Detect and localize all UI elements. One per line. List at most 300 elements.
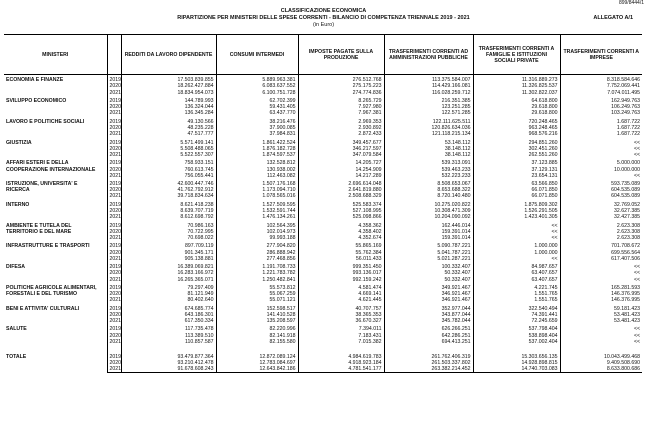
value-cell: 694.413.251 — [384, 339, 473, 345]
year-cell: 2020 — [107, 333, 121, 339]
value-cell: 36.670.327 — [298, 318, 384, 324]
table-row — [4, 241, 642, 249]
value-cell: 70.986.163 — [121, 220, 216, 228]
value-cell: << — [473, 229, 560, 235]
year-cell: 2020 — [107, 167, 121, 173]
value-cell: 62.702.399 — [216, 96, 298, 104]
table-row — [4, 117, 642, 125]
value-cell: 117.735.478 — [121, 324, 216, 332]
value-cell: 643.186.301 — [121, 312, 216, 318]
value-cell: 136.324.044 — [121, 104, 216, 110]
value-cell: 122.111.625.511 — [384, 117, 473, 125]
year-cell: 2019 — [107, 345, 121, 360]
column-header: IMPOSTE PAGATE SULLA PRODUZIONE — [298, 35, 384, 75]
year-cell: 2019 — [107, 241, 121, 249]
year-cell: 2019 — [107, 262, 121, 270]
value-cell: 1.423.401.305 — [473, 214, 560, 220]
value-cell: 1.000.000 — [473, 250, 560, 256]
value-cell: 70.722.995 — [121, 229, 216, 235]
value-cell: 114.429.166.081 — [384, 83, 473, 89]
value-cell: 1.507.176.168 — [216, 179, 298, 187]
value-cell: 100.332.407 — [384, 262, 473, 270]
value-cell: 16.283.166.972 — [121, 270, 216, 276]
ministry-name: DIFESA — [6, 264, 26, 271]
value-cell: << — [633, 172, 640, 179]
value-cell: 162.949.763 — [611, 98, 640, 105]
value-cell: 42.600.447.746 — [121, 179, 216, 187]
ministry-name: SALUTE — [6, 326, 27, 333]
value-cell: 122.571.285 — [384, 110, 473, 116]
ministry-name: AFFARI ESTERI E DELLA COOPERAZIONE INTERNAZIONALE — [6, 160, 96, 173]
ministry-name: INFRASTRUTTURE E TRASPORTI — [6, 243, 90, 250]
value-cell: 1.532.591.744 — [216, 208, 298, 214]
value-cell: 6.100.751.728 — [216, 90, 298, 96]
year-cell: 2019 — [107, 283, 121, 291]
value-cell: 758.933.151 — [121, 158, 216, 166]
value-cell: 66.071.850 — [473, 187, 560, 193]
year-cell: 2021 — [107, 90, 121, 96]
value-cell: 2.696.614.048 — [298, 179, 384, 187]
value-cell: 8.633.800.686 — [560, 366, 642, 373]
value-cell: 349.457.677 — [298, 137, 384, 145]
ministry-name: ECONOMIA E FINANZE — [6, 77, 64, 84]
value-cell: 141.410.528 — [216, 312, 298, 318]
value-cell: 10.043.499.468 — [603, 353, 640, 360]
value-cell: 14.928.898.815 — [473, 360, 560, 366]
value-cell: 4.358.362 — [298, 220, 384, 228]
year-cell: 2021 — [107, 277, 121, 283]
value-cell: 352.977.044 — [384, 303, 473, 311]
year-cell: 2020 — [107, 187, 121, 193]
value-cell: 14.740.703.083 — [473, 366, 560, 373]
value-cell: 18.262.427.884 — [121, 83, 216, 89]
value-cell: 144.789.993 — [121, 96, 216, 104]
value-cell: 346.921.467 — [384, 291, 473, 297]
year-cell: 2021 — [107, 366, 121, 373]
value-cell: 53.148.112 — [384, 137, 473, 145]
value-cell: 8.621.418.238 — [121, 200, 216, 208]
value-cell: 963.248.465 — [473, 125, 560, 131]
value-cell: << — [633, 338, 640, 345]
year-cell: 2019 — [107, 96, 121, 104]
value-cell: 10.308.471.309 — [384, 208, 473, 214]
value-cell: 8.639.707.719 — [121, 208, 216, 214]
value-cell: 294.851.260 — [473, 137, 560, 145]
value-cell: 23.654.131 — [473, 173, 560, 179]
value-cell: 18.834.954.073 — [121, 90, 216, 96]
value-cell: 604.535.089 — [611, 187, 640, 194]
value-cell: 7.927.980 — [298, 104, 384, 110]
value-cell: 112.463.082 — [216, 173, 298, 179]
value-cell: 532.223.233 — [384, 173, 473, 179]
value-cell: 48.235.228 — [121, 125, 216, 131]
value-cell: 2.508.688.329 — [298, 193, 384, 199]
year-cell: 2019 — [107, 220, 121, 228]
value-cell: 14.254.909 — [298, 167, 384, 173]
column-header: TRASFERIMENTI CORRENTI A FAMIGLIE E ISTITUZIONI SOCIALI PRIVATE — [473, 35, 560, 75]
value-cell: 617.350.334 — [121, 318, 216, 324]
value-cell: 7.394.011 — [298, 324, 384, 332]
value-cell: 1.687.722 — [616, 131, 640, 138]
year-cell: 2020 — [107, 270, 121, 276]
value-cell: 5.889.963.381 — [216, 75, 298, 84]
value-cell: 756.055.441 — [121, 173, 216, 179]
value-cell: 82.155.580 — [216, 339, 298, 345]
value-cell: 29.618.800 — [473, 110, 560, 116]
value-cell: 216.351.385 — [384, 96, 473, 104]
year-cell: 2020 — [107, 104, 121, 110]
value-cell: 55.573.812 — [216, 283, 298, 291]
value-cell: << — [633, 332, 640, 339]
value-cell: 901.345.171 — [121, 250, 216, 256]
value-cell: << — [633, 151, 640, 158]
ministry-name: ISTRUZIONE, UNIVERSITA' E RICERCA — [6, 181, 78, 194]
value-cell: 2.623.308 — [616, 222, 640, 229]
ministry-name: GIUSTIZIA — [6, 139, 32, 146]
year-cell: 2020 — [107, 146, 121, 152]
value-cell: 760.613.745 — [121, 167, 216, 173]
value-cell: 12.643.842.186 — [216, 366, 298, 373]
year-cell: 2019 — [107, 200, 121, 208]
year-cell: 2021 — [107, 339, 121, 345]
value-cell: 9.409.508.690 — [606, 360, 640, 367]
year-cell: 2019 — [107, 75, 121, 84]
value-cell: 7.074.011.495 — [607, 89, 640, 96]
value-cell: 11.302.822.037 — [473, 90, 560, 96]
value-cell: 113.375.584.007 — [384, 75, 473, 84]
value-cell: 63.407.657 — [473, 277, 560, 283]
unit-label: (in Euro) — [312, 22, 335, 28]
column-header: TRASFERIMENTI CORRENTI AD AMMINISTRAZIONI PUBBLICHE — [384, 35, 473, 75]
value-cell: 146.376.995 — [611, 297, 640, 304]
year-cell: 2021 — [107, 235, 121, 241]
value-cell: << — [473, 256, 560, 262]
year-cell: 2019 — [107, 137, 121, 145]
value-cell: 1.874.597.537 — [216, 152, 298, 158]
value-cell: 2.969.353 — [298, 117, 384, 125]
value-cell: 5.041.787.221 — [384, 250, 473, 256]
year-cell: 2021 — [107, 318, 121, 324]
value-cell: 40.707.757 — [298, 303, 384, 311]
value-cell: 99.993.188 — [216, 235, 298, 241]
value-cell: 2.623.308 — [616, 228, 640, 235]
table-row — [4, 345, 642, 360]
table-row — [4, 75, 642, 84]
value-cell: 5.571.499.141 — [121, 137, 216, 145]
value-cell: 539.463.233 — [384, 167, 473, 173]
value-cell: << — [633, 264, 640, 271]
value-cell: 720.248.465 — [473, 117, 560, 125]
value-cell: 38.148.112 — [384, 146, 473, 152]
value-cell: 276.512.768 — [298, 75, 384, 84]
value-cell: 993.136.017 — [298, 270, 384, 276]
value-cell: 59.431.405 — [216, 104, 298, 110]
value-cell: 1.876.182.728 — [216, 146, 298, 152]
year-cell: 2021 — [107, 173, 121, 179]
value-cell: 2.872.433 — [298, 131, 384, 137]
year-cell: 2020 — [107, 312, 121, 318]
year-cell: 2020 — [107, 125, 121, 131]
value-cell: 32.427.385 — [614, 214, 640, 221]
year-cell: 2019 — [107, 117, 121, 125]
value-cell: 55.071.121 — [216, 297, 298, 303]
value-cell: 537.002.404 — [473, 339, 560, 345]
value-cell: << — [633, 326, 640, 333]
year-cell: 2021 — [107, 110, 121, 116]
value-cell: 4.621.445 — [298, 297, 384, 303]
value-cell: 1.173.094.710 — [216, 187, 298, 193]
value-cell: 4.918.923.184 — [298, 360, 384, 366]
value-cell: 81.121.949 — [121, 291, 216, 297]
value-cell: 159.391.014 — [384, 235, 473, 241]
value-cell: 274.774.836 — [298, 90, 384, 96]
value-cell: 37.900.085 — [216, 125, 298, 131]
value-cell: 55.762.384 — [298, 250, 384, 256]
value-cell: 50.332.407 — [384, 270, 473, 276]
value-cell: 38.365.353 — [298, 312, 384, 318]
value-cell: 1.527.509.595 — [216, 200, 298, 208]
value-cell: 91.678.608.243 — [121, 366, 216, 373]
value-cell: 56.011.433 — [298, 256, 384, 262]
table-row — [4, 303, 642, 311]
year-cell: 2021 — [107, 214, 121, 220]
year-cell: 2021 — [107, 256, 121, 262]
value-cell: 2.641.819.880 — [298, 187, 384, 193]
column-header: CONSUMI INTERMEDI — [216, 35, 298, 75]
year-cell: 2020 — [107, 229, 121, 235]
value-cell: 121.118.215.134 — [384, 131, 473, 137]
value-cell: 123.251.285 — [384, 104, 473, 110]
column-header — [107, 35, 121, 75]
attachment-label: ALLEGATO A/1 — [593, 15, 633, 21]
value-cell: 4.358.402 — [298, 229, 384, 235]
value-cell: 604.535.089 — [611, 193, 640, 200]
value-cell: 32.627.385 — [614, 208, 640, 215]
value-cell: 261.762.406.319 — [384, 345, 473, 360]
value-cell: 17.503.839.855 — [121, 75, 216, 84]
value-cell: 14.205.727 — [298, 158, 384, 166]
value-cell: 7.015.382 — [298, 339, 384, 345]
value-cell: << — [473, 235, 560, 241]
value-cell: 59.181.423 — [614, 305, 640, 312]
value-cell: 538.898.404 — [473, 333, 560, 339]
value-cell: 4.221.745 — [473, 283, 560, 291]
value-cell: 10.000.000 — [614, 166, 640, 173]
table-row — [4, 137, 642, 145]
value-cell: 55.067.259 — [216, 291, 298, 297]
value-cell: 37.123.885 — [473, 158, 560, 166]
value-cell: 527.108.995 — [298, 208, 384, 214]
value-cell: 8.653.688.322 — [384, 187, 473, 193]
value-cell: 1.551.765 — [473, 297, 560, 303]
value-cell: 345.782.044 — [384, 318, 473, 324]
value-cell: 999.351.450 — [298, 262, 384, 270]
year-cell: 2020 — [107, 291, 121, 297]
value-cell: 1.221.783.782 — [216, 270, 298, 276]
value-cell: 102.014.973 — [216, 229, 298, 235]
value-cell: 701.708.672 — [611, 243, 640, 250]
value-cell: 262.551.260 — [473, 152, 560, 158]
value-cell: 74.391.441 — [473, 312, 560, 318]
value-cell: 113.389.510 — [121, 333, 216, 339]
value-cell: 38.148.112 — [384, 152, 473, 158]
value-cell: 37.984.831 — [216, 131, 298, 137]
value-cell: 5.000.000 — [616, 160, 640, 167]
year-cell: 2019 — [107, 158, 121, 166]
value-cell: 1.861.422.524 — [216, 137, 298, 145]
value-cell: 4.781.541.177 — [298, 366, 384, 373]
value-cell: 53.481.423 — [614, 311, 640, 318]
value-cell: 1.875.809.302 — [473, 200, 560, 208]
classification-title: CLASSIFICAZIONE ECONOMICA — [280, 8, 367, 14]
value-cell: 47.517.777 — [121, 131, 216, 137]
value-cell: 4.352.674 — [298, 235, 384, 241]
ministry-name: TOTALE — [6, 353, 27, 360]
value-cell: 5.090.787.221 — [384, 241, 473, 249]
table-row — [4, 158, 642, 166]
value-cell: 349.921.467 — [384, 283, 473, 291]
value-cell: 277.468.856 — [216, 256, 298, 262]
value-cell: 4.581.474 — [298, 283, 384, 291]
value-cell: 11.316.889.273 — [473, 75, 560, 84]
table-row — [4, 200, 642, 208]
column-header: MINISTERI — [4, 35, 107, 75]
value-cell: 1.687.722 — [616, 118, 640, 125]
value-cell: 12.783.084.697 — [216, 360, 298, 366]
value-cell: << — [633, 139, 640, 146]
value-cell: 2.623.308 — [616, 234, 640, 241]
value-cell: 41.762.792.912 — [121, 187, 216, 193]
value-cell: 8.508.653.067 — [384, 179, 473, 187]
year-cell: 2019 — [107, 179, 121, 187]
ministry-name: LAVORO E POLITICHE SOCIALI — [6, 118, 85, 125]
value-cell: 261.503.337.802 — [384, 360, 473, 366]
value-cell: 539.313.091 — [384, 158, 473, 166]
value-cell: 674.685.774 — [121, 303, 216, 311]
value-cell: 617.407.506 — [611, 255, 640, 262]
table-row — [4, 324, 642, 332]
value-cell: << — [633, 270, 640, 277]
value-cell: 275.175.223 — [298, 83, 384, 89]
value-cell: 93.210.412.478 — [121, 360, 216, 366]
value-cell: 593.735.089 — [611, 181, 640, 188]
value-cell: 5.021.287.221 — [384, 256, 473, 262]
value-cell: 165.281.593 — [611, 284, 640, 291]
value-cell: 70.698.022 — [121, 235, 216, 241]
year-cell: 2021 — [107, 297, 121, 303]
value-cell: 346.921.467 — [384, 297, 473, 303]
table-row — [4, 262, 642, 270]
value-cell: 16.389.069.821 — [121, 262, 216, 270]
value-cell: 2.930.892 — [298, 125, 384, 131]
ministry-name: POLITICHE AGRICOLE ALIMENTARI, FORESTALI E DEL TURISMO — [6, 284, 97, 298]
value-cell: 63.407.657 — [473, 270, 560, 276]
year-cell: 2021 — [107, 152, 121, 158]
value-cell: 64.618.800 — [473, 96, 560, 104]
value-cell: 32.769.052 — [614, 201, 640, 208]
value-cell: 7.183.431 — [298, 333, 384, 339]
value-cell: 1.078.565.016 — [216, 193, 298, 199]
value-cell: 8.318.584.646 — [606, 77, 640, 84]
value-cell: 10.204.090.092 — [384, 214, 473, 220]
value-cell: 277.904.820 — [216, 241, 298, 249]
year-cell: 2020 — [107, 83, 121, 89]
value-cell: 29.618.800 — [473, 104, 560, 110]
year-cell: 2020 — [107, 208, 121, 214]
value-cell: 152.598.517 — [216, 303, 298, 311]
page-number: 899/8444/1 — [618, 0, 644, 6]
header-row — [4, 35, 642, 75]
value-cell: 82.141.918 — [216, 333, 298, 339]
column-header: REDDITI DA LAVORO DIPENDENTE — [121, 35, 216, 75]
ministry-name: BENI E ATTIVITA' CULTURALI — [6, 305, 80, 312]
value-cell: 7.752.069.441 — [606, 83, 640, 90]
value-cell: 66.071.850 — [473, 193, 560, 199]
table-row — [4, 179, 642, 187]
value-cell: 120.826.634.036 — [384, 125, 473, 131]
year-cell: 2019 — [107, 324, 121, 332]
value-cell: 8.612.698.792 — [121, 214, 216, 220]
value-cell: 135.208.597 — [216, 318, 298, 324]
value-cell: 1.526.291.505 — [473, 208, 560, 214]
year-cell: 2020 — [107, 360, 121, 366]
value-cell: 49.130.566 — [121, 117, 216, 125]
value-cell: 38.216.476 — [216, 117, 298, 125]
value-cell: 525.098.866 — [298, 214, 384, 220]
value-cell: 302.451.260 — [473, 146, 560, 152]
value-cell: 1.687.722 — [616, 124, 640, 131]
value-cell: 130.938.002 — [216, 167, 298, 173]
year-cell: 2020 — [107, 250, 121, 256]
value-cell: 106.249.763 — [611, 104, 640, 111]
value-cell: 93.479.877.364 — [121, 345, 216, 360]
value-cell: 8.265.729 — [298, 96, 384, 104]
value-cell: 992.159.242 — [298, 277, 384, 283]
value-cell: 8.720.140.480 — [384, 193, 473, 199]
value-cell: 159.391.014 — [384, 229, 473, 235]
report-header — [0, 8, 647, 29]
year-cell: 2021 — [107, 131, 121, 137]
value-cell: 63.566.850 — [473, 179, 560, 187]
value-cell: 1.250.482.841 — [216, 277, 298, 283]
value-cell: 72.245.659 — [473, 318, 560, 324]
value-cell: 346.217.597 — [298, 146, 384, 152]
value-cell: 626.266.251 — [384, 324, 473, 332]
column-header: TRASFERIMENTI CORRENTI A IMPRESE — [560, 35, 642, 75]
value-cell: 642.286.251 — [384, 333, 473, 339]
value-cell: 116.028.259.712 — [384, 90, 473, 96]
value-cell: 525.583.374 — [298, 200, 384, 208]
value-cell: 82.220.996 — [216, 324, 298, 332]
value-cell: 162.446.014 — [384, 220, 473, 228]
value-cell: 14.217.289 — [298, 173, 384, 179]
value-cell: 1.191.708.733 — [216, 262, 298, 270]
value-cell: << — [633, 145, 640, 152]
ministry-name: INTERNO — [6, 201, 30, 208]
value-cell: 16.265.365.071 — [121, 277, 216, 283]
value-cell: 905.138.881 — [121, 256, 216, 262]
value-cell: 50.332.407 — [384, 277, 473, 283]
value-cell: 132.528.812 — [216, 158, 298, 166]
value-cell: 11.326.825.537 — [473, 83, 560, 89]
value-cell: 1.551.765 — [473, 291, 560, 297]
value-cell: 102.564.395 — [216, 220, 298, 228]
value-cell: 343.877.044 — [384, 312, 473, 318]
table-row — [4, 220, 642, 228]
value-cell: 286.888.942 — [216, 250, 298, 256]
value-cell: 5.522.557.307 — [121, 152, 216, 158]
year-cell: 2019 — [107, 303, 121, 311]
